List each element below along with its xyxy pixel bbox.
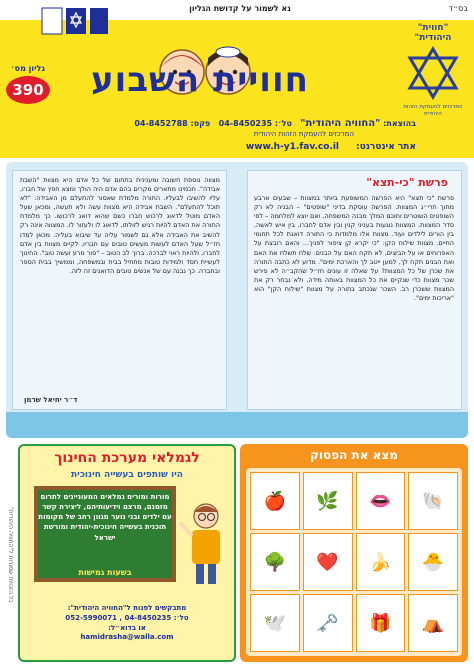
rebus-cell: ⛺	[408, 594, 458, 652]
ministry-logo	[42, 8, 62, 34]
sponsor-logos	[40, 4, 110, 38]
contact-block	[24, 604, 230, 643]
chalkboard-footer: בשעות גמישות	[78, 568, 132, 577]
logo-title: "חווית" היהודית"	[414, 23, 452, 43]
verse-game-grid	[246, 468, 462, 656]
contact-phone: טל׳: 04-8450235 , 052-5990071	[65, 613, 189, 622]
copyright-side-note: כל הזכויות שמורות ל"החוויה היהודית"	[7, 507, 14, 603]
bs-d-mark: בס״ד	[448, 4, 468, 13]
verse-game-title: מצא את הפסוק	[310, 448, 398, 462]
contact-prefix: מתבקשים לפנות ל"החוויה היהודית":	[67, 604, 187, 612]
website-label: אתר אינטרנט:	[356, 142, 416, 152]
website-link[interactable]: www.h-y1.fav.co.il	[245, 142, 339, 152]
publisher-name: "החוויה היהודית"	[300, 118, 381, 129]
rebus-cell: 🕊️	[250, 594, 300, 652]
parsha-heading: פרשת "כי-תצא"	[366, 176, 448, 189]
education-subtitle: היו שותפים בעשייה חינוכית	[71, 470, 183, 480]
chalkboard-text: מורות ומורים גמלאים המעוניינים לתרום מזמנם, מרצם וידיעותיהם, ליצירת קשר עם ילדים ובני נוער מגוון רחב של מקומות תוכנית בעשייה חינוכית-יהודית ומורשת ישראל	[38, 493, 172, 542]
rebus-cell: 🍌	[356, 533, 406, 591]
rebus-cell: 🍎	[250, 472, 300, 530]
book-cover-base	[6, 412, 468, 438]
publisher-fax: פקס: 04-8452788	[134, 119, 211, 128]
organization-logo	[398, 24, 468, 128]
article-signature: ד״ר יחיאל שרמן	[24, 396, 78, 404]
rebus-cell: 🐣	[408, 533, 458, 591]
website-line	[54, 142, 416, 152]
publisher-line	[54, 118, 416, 129]
rebus-cell: 🗝️	[303, 594, 353, 652]
publisher-tagline: המרכזים להעמקת הזהות היהודית	[253, 130, 354, 138]
teacher-illustration-icon	[178, 500, 234, 588]
sanctity-note: נא לשמור על קדושת הגליון	[189, 4, 291, 13]
rebus-cell: 🌳	[250, 533, 300, 591]
article-text-left: מצווה נוספת חשובה ומענינית בתחום של כל אדם היא מצוות "השבת אבידה". חכמינו מתארים מקרים בהם אדם היה הולך ומצא חפץ של חברו, עליו להשיבו לבעליו. התורה מלמדת שאסור להתעלם מן האבידה: "לא תוכל להתעלם". השבת אבידה היא מצוות עשה ולא תעשה, ומכאן שעל האדם מוטל לדאוג לרכוש חברו כשם שהוא דואג לרכושו. כך מלמדת התורה את האדם להיות רגיש לזולתו, לדאוג לו ולעזור לו. המצווה אינה רק להשיב את האבידה אלא גם לשמור עליה עד שיבוא בעליה. מכאן למדו חז״ל שעל האדם לעשות מעשים טובים עם חבריו, לקיים מצוות בין אדם לחברו, ולהיות ראוי לברכה. ברוך לב הטוב – "סור מרע ועשה טוב". החינוך לעשיית חסד ולמידות טובות מתחיל בבית ובמשפחה, וממשיך בבית הספר ובחברה. כך נבנה עם של אנשים טובים הדואגים זה לזה.	[20, 176, 220, 275]
rebus-cell: 🐚	[408, 472, 458, 530]
rebus-cell: 👄	[356, 472, 406, 530]
education-title: לגמלאי מערכת החינוך	[54, 450, 200, 466]
contact-email[interactable]: hamidrasha@walla.com	[80, 633, 174, 642]
star-of-david-icon	[406, 46, 460, 100]
rebus-cell: 🎁	[356, 594, 406, 652]
issue-label: גליון מס׳	[11, 64, 45, 73]
publisher-phone: טל׳: 04-8450235	[218, 119, 292, 128]
masthead-title: חוויית השבוע	[91, 60, 309, 100]
issue-number-badge: 390	[6, 76, 50, 104]
article-text-right: פרשת "כי תצא" היא הפרשה המשופעת ביותר במצוות – שבעים ארבע מתוך תרי״ג המצוות. הפרשה עוסקת בדיני "שופטים" – הבניה לא רק השופטים השוטרים וחוכם המלך מבנה המשפחה, ואם יוצא למלחמה – לפי סדר המצוות. המצוות נוגעות בעניני קנין ובין אדם לחברו, בין איש לאשה, בין הורים לילדים ועוד. מצוות אלו מלמדות כי התורה דואגת לכל תחומי החיים. מצוות שילוח הקן: "כי יקרא קן ציפור לפניך... והאם רובצת על האפרוחים או על הביצים, לא תקח האם על הבנים. שלח תשלח את האם ואת הבנים תקח לך, למען ייטב לך והארכת ימים". מדוע לא כתבה התורה את שכרן של כל המצוות? על שאלה זו עונים חז״ל שהקב״ה לא פירש שכר מצוות כדי שנקיים את כל המצוות באותה מידה, ולא נבחר רק את המצוות ששכרן רב. השכר שנכתב בתורה על מצוות "שילוח הקן" הוא "אריכות ימים".	[254, 194, 454, 303]
logo-subtitle: המרכזים להעמקת הזהות היהודית	[403, 104, 463, 117]
rebus-cell: ❤️	[303, 533, 353, 591]
contact-or: או בדוא״ל:	[108, 623, 146, 632]
institution-logo	[90, 8, 108, 34]
rebus-cell: 🌿	[303, 472, 353, 530]
publisher-prefix: בהוצאת:	[383, 119, 416, 128]
